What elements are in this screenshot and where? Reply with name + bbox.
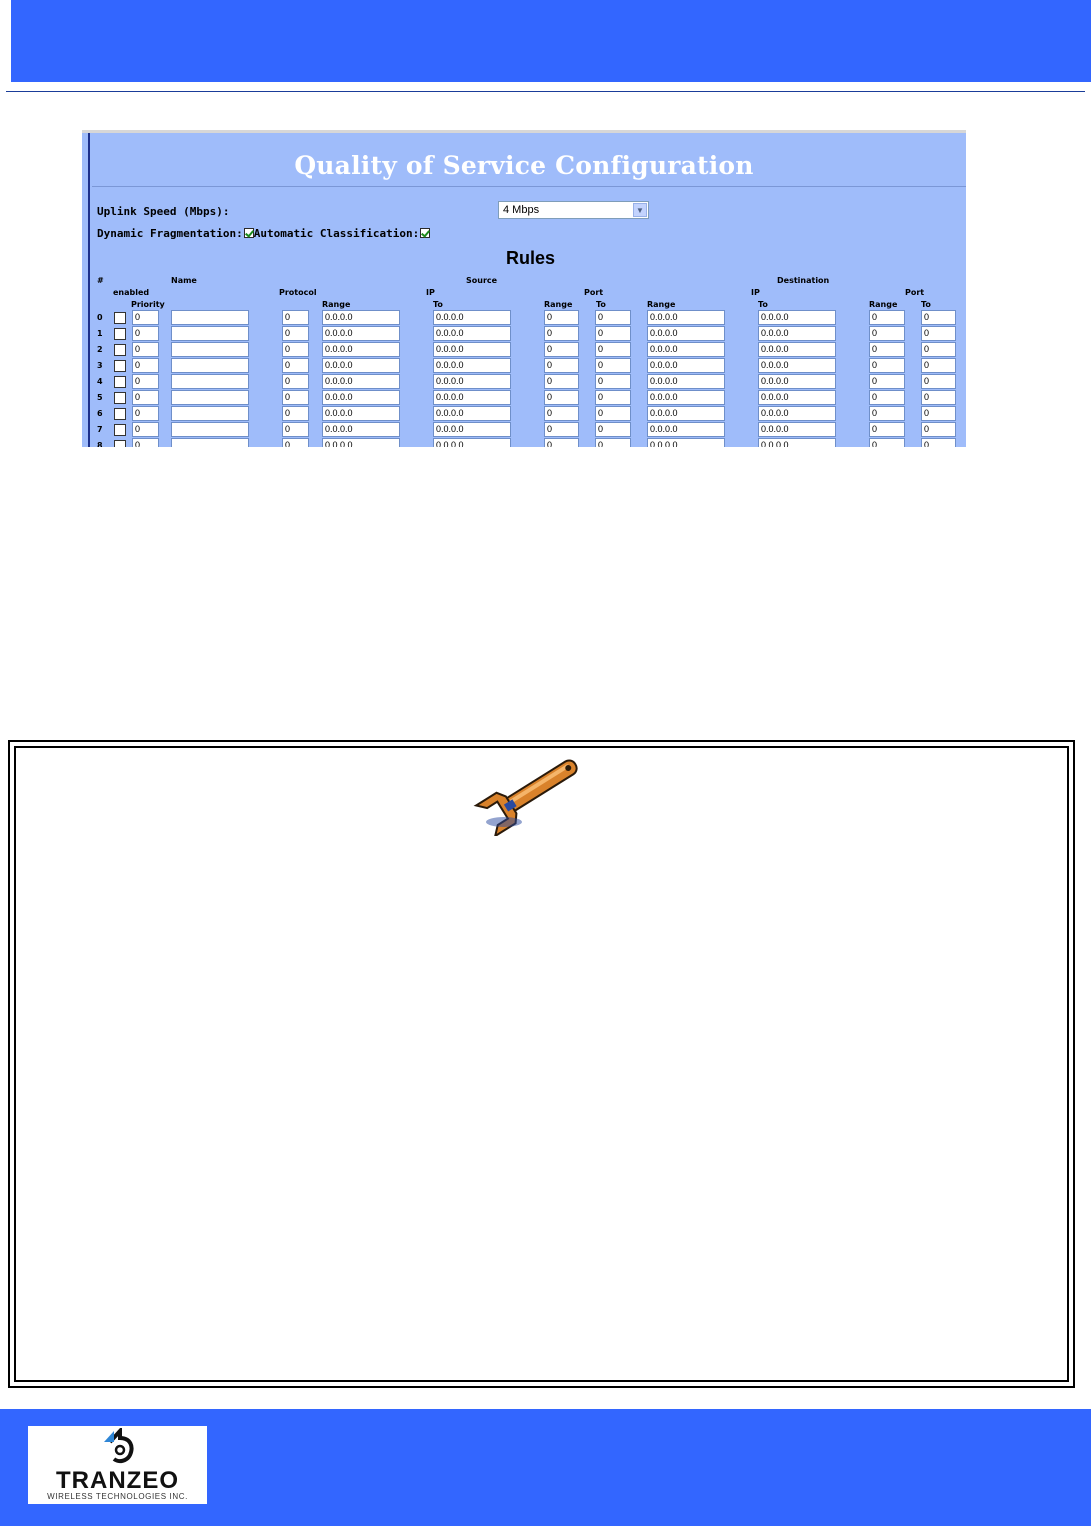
col-header-dst-port-to: To — [921, 300, 931, 309]
src-ip-range-field[interactable]: 0.0.0.0 — [322, 310, 400, 325]
priority-field[interactable]: 0 — [132, 310, 159, 325]
name-field[interactable] — [171, 358, 249, 373]
src-ip-range-field[interactable]: 0.0.0.0 — [322, 422, 400, 437]
src-ip-range-field[interactable]: 0.0.0.0 — [322, 342, 400, 357]
col-header-destination: Destination — [777, 276, 830, 285]
src-port-to-field[interactable]: 0 — [595, 326, 631, 341]
dst-ip-to-field[interactable]: 0.0.0.0 — [758, 342, 836, 357]
wrench-icon — [472, 750, 592, 836]
automatic-classification-checkbox[interactable] — [420, 228, 430, 238]
dst-ip-to-field[interactable]: 0.0.0.0 — [758, 326, 836, 341]
col-header-src-port-range: Range — [544, 300, 573, 309]
src-port-range-field[interactable]: 0 — [544, 374, 579, 389]
protocol-field[interactable]: 0 — [282, 438, 309, 447]
priority-field[interactable]: 0 — [132, 390, 159, 405]
company-logo — [28, 1426, 207, 1504]
src-port-to-field[interactable]: 0 — [595, 342, 631, 357]
table-row — [82, 438, 966, 447]
dst-port-to-field[interactable]: 0 — [921, 374, 956, 389]
name-field[interactable] — [171, 374, 249, 389]
priority-field[interactable]: 0 — [132, 326, 159, 341]
dst-port-range-field[interactable]: 0 — [869, 422, 905, 437]
src-port-range-field[interactable]: 0 — [544, 438, 579, 447]
dst-ip-range-field[interactable]: 0.0.0.0 — [647, 358, 725, 373]
priority-field[interactable]: 0 — [132, 422, 159, 437]
col-header-name: Name — [171, 276, 197, 285]
col-header-src-port-to: To — [596, 300, 606, 309]
row-number: 1 — [97, 329, 103, 338]
table-row — [82, 326, 966, 342]
header-banner — [11, 0, 1091, 82]
automatic-classification-label: Automatic Classification: — [253, 227, 420, 240]
src-ip-to-field[interactable]: 0.0.0.0 — [433, 438, 511, 447]
protocol-field[interactable]: 0 — [282, 406, 309, 421]
dst-ip-to-field[interactable]: 0.0.0.0 — [758, 374, 836, 389]
name-field[interactable] — [171, 310, 249, 325]
enabled-checkbox[interactable] — [114, 392, 126, 404]
row-number: 0 — [97, 313, 103, 322]
dst-ip-to-field[interactable]: 0.0.0.0 — [758, 310, 836, 325]
dst-port-range-field[interactable]: 0 — [869, 390, 905, 405]
dynamic-fragmentation-checkbox[interactable] — [244, 228, 254, 238]
table-row — [82, 406, 966, 422]
table-row — [82, 390, 966, 406]
dst-port-range-field[interactable]: 0 — [869, 310, 905, 325]
tip-box-inner-border — [14, 746, 1069, 1382]
col-header-src-ip: IP — [426, 288, 435, 297]
enabled-checkbox[interactable] — [114, 440, 126, 447]
dst-port-to-field[interactable]: 0 — [921, 342, 956, 357]
dst-port-to-field[interactable]: 0 — [921, 310, 956, 325]
src-port-to-field[interactable]: 0 — [595, 390, 631, 405]
table-row — [82, 342, 966, 358]
row-number: 7 — [97, 425, 103, 434]
dst-ip-to-field[interactable]: 0.0.0.0 — [758, 422, 836, 437]
table-row — [82, 358, 966, 374]
table-row — [82, 422, 966, 438]
dst-port-to-field[interactable]: 0 — [921, 358, 956, 373]
col-header-priority: Priority — [131, 300, 165, 309]
src-port-range-field[interactable]: 0 — [544, 390, 579, 405]
dst-ip-range-field[interactable]: 0.0.0.0 — [647, 342, 725, 357]
col-header-enabled: enabled — [113, 288, 150, 297]
src-ip-range-field[interactable]: 0.0.0.0 — [322, 358, 400, 373]
protocol-field[interactable]: 0 — [282, 326, 309, 341]
name-field[interactable] — [171, 342, 249, 357]
src-port-to-field[interactable]: 0 — [595, 310, 631, 325]
logo-mark-icon — [100, 1428, 140, 1466]
enabled-checkbox[interactable] — [114, 312, 126, 324]
src-ip-to-field[interactable]: 0.0.0.0 — [433, 326, 511, 341]
uplink-speed-select[interactable] — [498, 201, 649, 219]
dst-port-range-field[interactable]: 0 — [869, 438, 905, 447]
dst-ip-range-field[interactable]: 0.0.0.0 — [647, 310, 725, 325]
name-field[interactable] — [171, 406, 249, 421]
col-header-source: Source — [466, 276, 498, 285]
enabled-checkbox[interactable] — [114, 376, 126, 388]
src-port-range-field[interactable]: 0 — [544, 326, 579, 341]
enabled-checkbox[interactable] — [114, 344, 126, 356]
dst-port-range-field[interactable]: 0 — [869, 342, 905, 357]
dst-port-to-field[interactable]: 0 — [921, 326, 956, 341]
dst-port-to-field[interactable]: 0 — [921, 438, 956, 447]
dst-ip-to-field[interactable]: 0.0.0.0 — [758, 438, 836, 447]
col-header-src-port: Port — [584, 288, 604, 297]
dst-ip-range-field[interactable]: 0.0.0.0 — [647, 374, 725, 389]
uplink-speed-label: Uplink Speed (Mbps): — [97, 205, 230, 218]
src-ip-to-field[interactable]: 0.0.0.0 — [433, 310, 511, 325]
src-ip-range-field[interactable]: 0.0.0.0 — [322, 374, 400, 389]
dst-ip-range-field[interactable]: 0.0.0.0 — [647, 422, 725, 437]
uplink-speed-value: 4 Mbps — [503, 204, 540, 216]
src-ip-to-field[interactable]: 0.0.0.0 — [433, 406, 511, 421]
dst-ip-range-field[interactable]: 0.0.0.0 — [647, 406, 725, 421]
dst-port-range-field[interactable]: 0 — [869, 326, 905, 341]
name-field[interactable] — [171, 326, 249, 341]
enabled-checkbox[interactable] — [114, 328, 126, 340]
rules-heading: Rules — [505, 248, 556, 268]
col-header-dst-ip: IP — [751, 288, 760, 297]
table-row — [82, 310, 966, 326]
table-row — [82, 374, 966, 390]
col-header-src-ip-to: To — [433, 300, 443, 309]
src-port-range-field[interactable]: 0 — [544, 310, 579, 325]
src-port-range-field[interactable]: 0 — [544, 422, 579, 437]
col-header-number: # — [97, 276, 104, 285]
row-number: 6 — [97, 409, 103, 418]
priority-field[interactable]: 0 — [132, 406, 159, 421]
chevron-down-icon[interactable]: ▼ — [633, 203, 647, 217]
src-port-to-field[interactable]: 0 — [595, 438, 631, 447]
priority-field[interactable]: 0 — [132, 342, 159, 357]
enabled-checkbox[interactable] — [114, 408, 126, 420]
page-title: Quality of Service Configuration — [294, 151, 754, 180]
title-divider — [92, 186, 966, 187]
src-port-range-field[interactable]: 0 — [544, 406, 579, 421]
dst-port-range-field[interactable]: 0 — [869, 358, 905, 373]
col-header-src-ip-range: Range — [322, 300, 351, 309]
protocol-field[interactable]: 0 — [282, 374, 309, 389]
src-ip-to-field[interactable]: 0.0.0.0 — [433, 342, 511, 357]
dst-ip-range-field[interactable]: 0.0.0.0 — [647, 438, 725, 447]
header-divider — [6, 91, 1085, 92]
src-ip-range-field[interactable]: 0.0.0.0 — [322, 406, 400, 421]
row-number: 5 — [97, 393, 103, 402]
tip-box — [8, 740, 1075, 1388]
protocol-field[interactable]: 0 — [282, 310, 309, 325]
col-header-protocol: Protocol — [279, 288, 317, 297]
src-ip-to-field[interactable]: 0.0.0.0 — [433, 358, 511, 373]
priority-field[interactable]: 0 — [132, 438, 159, 447]
name-field[interactable] — [171, 438, 249, 447]
row-number: 4 — [97, 377, 103, 386]
protocol-field[interactable]: 0 — [282, 390, 309, 405]
row-number: 3 — [97, 361, 103, 370]
logo-tagline: WIRELESS TECHNOLOGIES INC. — [47, 1492, 188, 1501]
protocol-field[interactable]: 0 — [282, 422, 309, 437]
dynamic-fragmentation-label: Dynamic Fragmentation: — [97, 227, 243, 240]
qos-config-panel — [82, 130, 966, 447]
name-field[interactable] — [171, 390, 249, 405]
options-line — [97, 227, 430, 240]
protocol-field[interactable]: 0 — [282, 358, 309, 373]
enabled-checkbox[interactable] — [114, 360, 126, 372]
priority-field[interactable]: 0 — [132, 358, 159, 373]
priority-field[interactable]: 0 — [132, 374, 159, 389]
src-ip-range-field[interactable]: 0.0.0.0 — [322, 390, 400, 405]
src-port-to-field[interactable]: 0 — [595, 406, 631, 421]
enabled-checkbox[interactable] — [114, 424, 126, 436]
row-number: 8 — [97, 441, 103, 447]
src-port-to-field[interactable]: 0 — [595, 422, 631, 437]
src-ip-to-field[interactable]: 0.0.0.0 — [433, 374, 511, 389]
src-port-range-field[interactable]: 0 — [544, 342, 579, 357]
dst-port-range-field[interactable]: 0 — [869, 406, 905, 421]
name-field[interactable] — [171, 422, 249, 437]
col-header-dst-ip-to: To — [758, 300, 768, 309]
dst-ip-range-field[interactable]: 0.0.0.0 — [647, 326, 725, 341]
dst-ip-range-field[interactable]: 0.0.0.0 — [647, 390, 725, 405]
dst-ip-to-field[interactable]: 0.0.0.0 — [758, 406, 836, 421]
src-ip-range-field[interactable]: 0.0.0.0 — [322, 438, 400, 447]
col-header-dst-port: Port — [905, 288, 925, 297]
src-port-range-field[interactable]: 0 — [544, 358, 579, 373]
src-ip-range-field[interactable]: 0.0.0.0 — [322, 326, 400, 341]
dst-port-to-field[interactable]: 0 — [921, 422, 956, 437]
dst-ip-to-field[interactable]: 0.0.0.0 — [758, 390, 836, 405]
dst-port-to-field[interactable]: 0 — [921, 390, 956, 405]
row-number: 2 — [97, 345, 103, 354]
src-port-to-field[interactable]: 0 — [595, 358, 631, 373]
dst-port-range-field[interactable]: 0 — [869, 374, 905, 389]
protocol-field[interactable]: 0 — [282, 342, 309, 357]
logo-wordmark: TRANZEO — [56, 1467, 179, 1494]
src-port-to-field[interactable]: 0 — [595, 374, 631, 389]
dst-ip-to-field[interactable]: 0.0.0.0 — [758, 358, 836, 373]
col-header-dst-port-range: Range — [869, 300, 898, 309]
col-header-dst-ip-range: Range — [647, 300, 676, 309]
src-ip-to-field[interactable]: 0.0.0.0 — [433, 422, 511, 437]
src-ip-to-field[interactable]: 0.0.0.0 — [433, 390, 511, 405]
dst-port-to-field[interactable]: 0 — [921, 406, 956, 421]
